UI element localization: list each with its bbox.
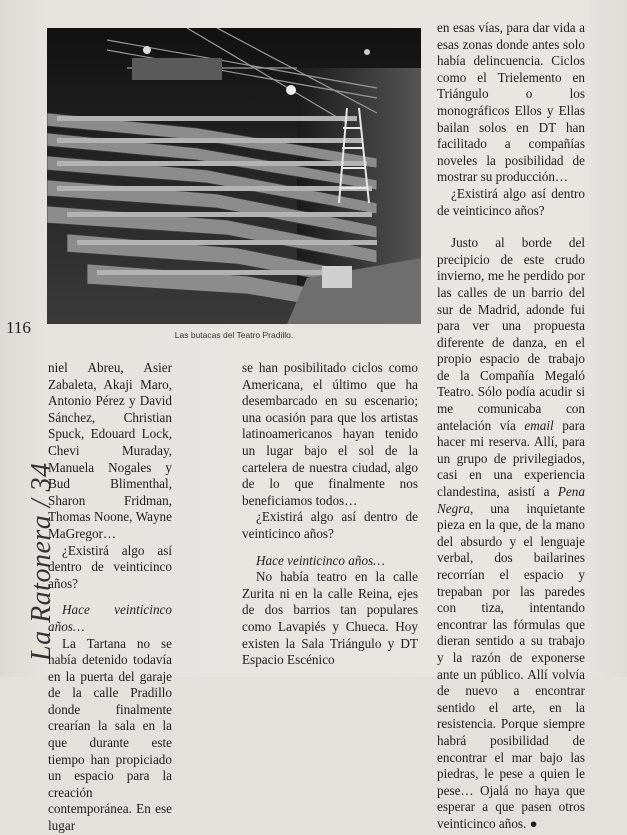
emphasis: Pena Negra xyxy=(437,484,585,516)
column-right xyxy=(437,20,585,833)
magazine-title: La Ratonera / 34 xyxy=(26,462,57,661)
text-run: Justo al borde del precipicio de este crudo invierno, me he perdido por las calles de un barrio del sur de Madrid, adonde fui para ver una propuesta diferente de danza, en el propio espacio de trabajo de la Compañía Megaló Teatro. Sólo podía acudir si me comunicaba con antelación vía xyxy=(437,235,585,433)
text-run: , una inquietante pieza en la que, de la mano del absurdo y el lenguaje verbal, dos bailarines recorrían el espacio y trepaban por las paredes con tiza, intentando encontrar las fórmulas que dieran sentido a su trabajo y la razón de exponerse ante un público. Allí volvía de nuevo a encontrar sentido el arte, en la resistencia. Porque siempre habrá posibilidad de encontrar el mar bajo las piedras, le pese a quien le pese… Ojalá no haya que esperar a que pasen otros veinticinco años. ● xyxy=(437,500,585,831)
paragraph: La Tartana no se había detenido todavía en la puerta del garaje de la calle Pradillo donde finalmente crearían la sala en la que durante este tiempo han propiciado un espacio para la creación contemporánea. En ese lugar xyxy=(48,635,172,834)
paragraph: ¿Existirá algo así dentro de veinticinco años? xyxy=(242,509,418,541)
theater-seats-photo xyxy=(47,28,421,324)
paragraph: se han posibilitado ciclos como Americana, el último que ha desembarcado en su escenario; una ocasión para que los artistas latinoamericanos hayan tenido un lugar bajo el sol de la cartelera de nuestra ciudad, algo de lo que finalmente nos beneficiamos todos… xyxy=(242,360,418,508)
paragraph: ¿Existirá algo así dentro de veinticinco años? xyxy=(437,185,585,218)
section-heading: Hace veinticinco años… xyxy=(48,602,172,634)
column-left xyxy=(48,360,172,835)
text-run: para hacer mi reserva. Allí, para un grupo de privilegiados, casi en una experiencia clandestina, asistí a xyxy=(437,417,585,500)
column-middle xyxy=(242,360,418,669)
page-number: 116 xyxy=(6,318,31,337)
paragraph xyxy=(437,235,585,832)
section-heading: Hace veinticinco años… xyxy=(256,552,385,568)
paragraph: ¿Existirá algo así dentro de veinticinco años? xyxy=(48,542,172,591)
paragraph: niel Abreu, Asier Zabaleta, Akaji Maro, Antonio Pérez y David Sánchez, Christian Spuck, Edouard Lock, Chevi Muraday, Manuela Nogales y Bud Blimenthal, Sharon Fridman, Thomas Noone, Wayne MaGregor… xyxy=(48,360,172,541)
emphasis: email xyxy=(524,417,554,433)
paragraph: No había teatro en la calle Zurita ni en la calle Reina, ejes de dos barrios tan populares como Lavapiés y Chueca. Hoy existen la Sala Triángulo y DT Espacio Escénico xyxy=(242,569,418,668)
photo-caption: Las butacas del Teatro Pradillo. xyxy=(174,330,294,340)
paragraph: en esas vías, para dar vida a esas zonas donde antes solo había delincuencia. Ciclos como el Trielemento en Triángulo o los monográficos Ellos y Ellas bailan solos en DT han facilitado a compañías noveles la posibilidad de mostrar su producción… xyxy=(437,20,585,185)
